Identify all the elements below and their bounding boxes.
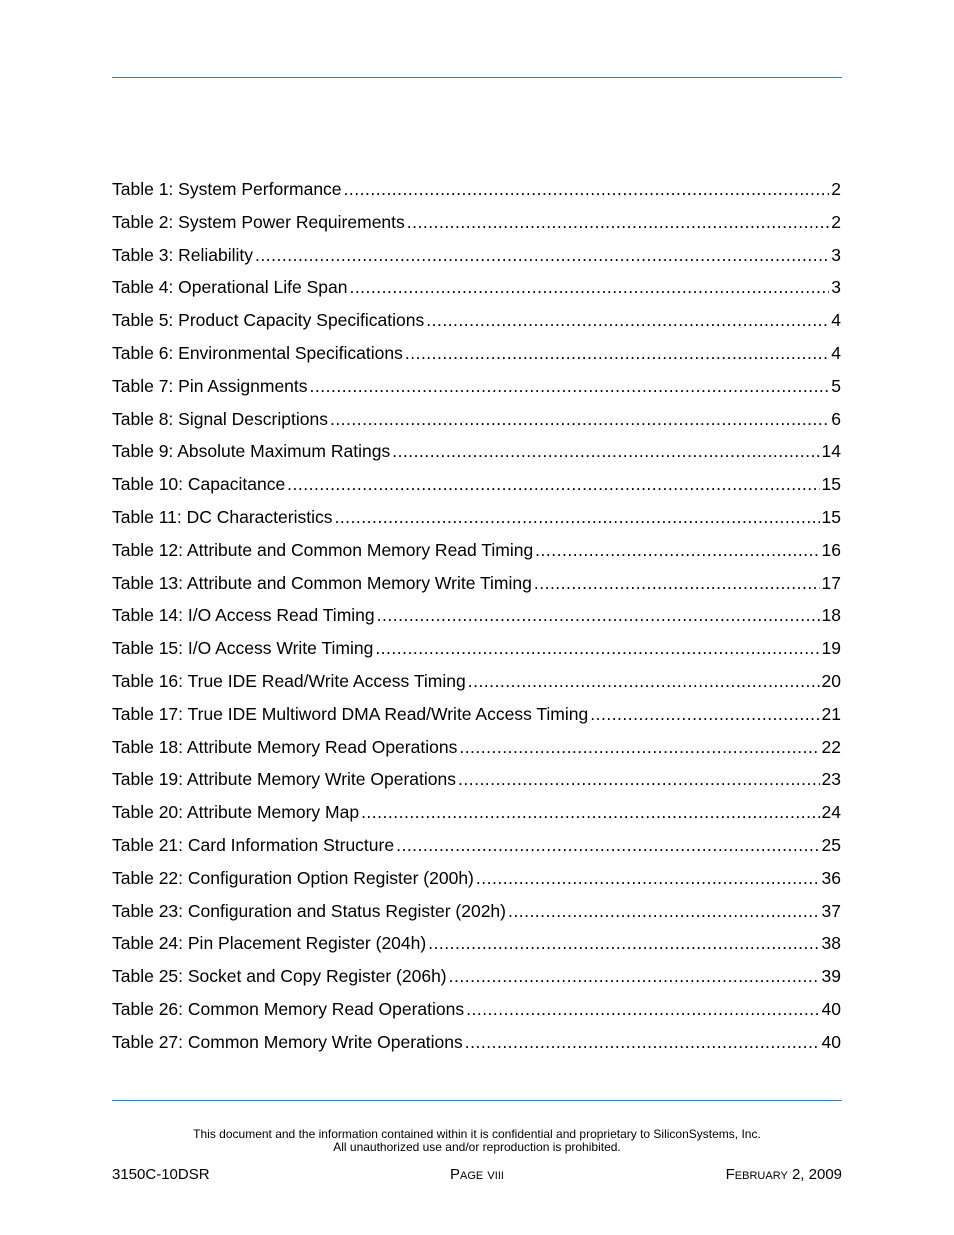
toc-entry-page: 20 xyxy=(821,670,841,691)
toc-entry[interactable] xyxy=(112,765,841,798)
toc-entry[interactable] xyxy=(112,831,841,864)
notice-line-1: This document and the information contained within it is confidential and proprietary to SiliconSystems, Inc. xyxy=(193,1127,761,1141)
toc-entry-title: Table 5: Product Capacity Specifications xyxy=(112,310,425,331)
toc-entry-page: 40 xyxy=(821,998,841,1019)
toc-entry-page: 17 xyxy=(821,572,841,593)
toc-entry[interactable] xyxy=(112,667,841,700)
toc-leader-dots xyxy=(255,241,829,269)
toc-entry-title: Table 16: True IDE Read/Write Access Timing xyxy=(112,670,466,691)
toc-entry[interactable] xyxy=(112,995,841,1028)
toc-entry-page: 4 xyxy=(831,342,841,363)
toc-entry-title: Table 18: Attribute Memory Read Operations xyxy=(112,736,458,757)
toc-entry-title: Table 20: Attribute Memory Map xyxy=(112,802,360,823)
toc-entry[interactable] xyxy=(112,241,841,274)
toc-entry-title: Table 21: Card Information Structure xyxy=(112,834,395,855)
toc-leader-dots xyxy=(476,864,820,892)
toc-leader-dots xyxy=(590,700,819,728)
toc-entry-page: 5 xyxy=(831,375,841,396)
toc-entry[interactable] xyxy=(112,503,841,536)
toc-entry[interactable] xyxy=(112,273,841,306)
toc-entry-page: 2 xyxy=(831,211,841,232)
toc-entry[interactable] xyxy=(112,405,841,438)
toc-leader-dots xyxy=(459,733,819,761)
toc-entry[interactable] xyxy=(112,962,841,995)
toc-entry[interactable] xyxy=(112,569,841,602)
toc-leader-dots xyxy=(405,339,829,367)
header-rule xyxy=(112,77,842,78)
toc-leader-dots xyxy=(535,536,819,564)
toc-leader-dots xyxy=(458,765,820,793)
document-number: 3150C-10DSR xyxy=(112,1166,210,1183)
toc-entry-page: 16 xyxy=(821,539,841,560)
toc-entry-page: 40 xyxy=(821,1031,841,1052)
toc-entry-title: Table 6: Environmental Specifications xyxy=(112,342,403,363)
toc-entry-title: Table 7: Pin Assignments xyxy=(112,375,308,396)
toc-entry-page: 39 xyxy=(821,966,841,987)
toc-entry-title: Table 3: Reliability xyxy=(112,244,254,265)
toc-entry-title: Table 12: Attribute and Common Memory Read Timing xyxy=(112,539,534,560)
toc-entry-page: 3 xyxy=(831,277,841,298)
toc-entry-title: Table 9: Absolute Maximum Ratings xyxy=(112,441,391,462)
toc-entry-title: Table 22: Configuration Option Register (200h) xyxy=(112,867,474,888)
toc-entry-page: 24 xyxy=(821,802,841,823)
toc-entry[interactable] xyxy=(112,208,841,241)
toc-entry[interactable] xyxy=(112,470,841,503)
toc-leader-dots xyxy=(466,995,819,1023)
toc-entry[interactable] xyxy=(112,372,841,405)
toc-entry-page: 18 xyxy=(821,605,841,626)
toc-entry-title: Table 14: I/O Access Read Timing xyxy=(112,605,375,626)
list-of-tables xyxy=(112,175,841,1061)
toc-entry[interactable] xyxy=(112,175,841,208)
toc-leader-dots xyxy=(330,405,829,433)
toc-entry-title: Table 13: Attribute and Common Memory Write Timing xyxy=(112,572,532,593)
toc-leader-dots xyxy=(426,306,829,334)
toc-entry-title: Table 27: Common Memory Write Operations xyxy=(112,1031,463,1052)
page-number: Page viii xyxy=(450,1166,504,1183)
toc-entry[interactable] xyxy=(112,339,841,372)
toc-entry-page: 19 xyxy=(821,638,841,659)
toc-entry-title: Table 2: System Power Requirements xyxy=(112,211,405,232)
toc-leader-dots xyxy=(334,503,819,531)
footer-rule xyxy=(112,1100,842,1101)
toc-leader-dots xyxy=(407,208,829,236)
document-date: February 2, 2009 xyxy=(725,1166,842,1183)
toc-leader-dots xyxy=(310,372,830,400)
toc-entry[interactable] xyxy=(112,437,841,470)
toc-leader-dots xyxy=(287,470,819,498)
toc-entry-title: Table 4: Operational Life Span xyxy=(112,277,348,298)
toc-entry-title: Table 1: System Performance xyxy=(112,179,342,199)
toc-leader-dots xyxy=(377,601,820,629)
toc-entry-title: Table 17: True IDE Multiword DMA Read/Write Access Timing xyxy=(112,703,589,724)
toc-entry-title: Table 26: Common Memory Read Operations xyxy=(112,998,465,1019)
toc-entry-title: Table 11: DC Characteristics xyxy=(112,506,333,527)
toc-entry-title: Table 15: I/O Access Write Timing xyxy=(112,638,374,659)
toc-entry-page: 15 xyxy=(821,474,841,495)
toc-entry[interactable] xyxy=(112,536,841,569)
toc-entry-title: Table 8: Signal Descriptions xyxy=(112,408,328,429)
toc-leader-dots xyxy=(349,273,829,301)
toc-entry-page: 3 xyxy=(831,244,841,265)
toc-entry-page: 22 xyxy=(821,736,841,757)
toc-leader-dots xyxy=(361,798,819,826)
toc-leader-dots xyxy=(534,569,820,597)
notice-line-2: All unauthorized use and/or reproduction is prohibited. xyxy=(333,1139,621,1154)
toc-entry-title: Table 23: Configuration and Status Register (202h) xyxy=(112,900,506,921)
toc-entry[interactable] xyxy=(112,634,841,667)
toc-entry[interactable] xyxy=(112,700,841,733)
toc-leader-dots xyxy=(465,1028,820,1056)
toc-leader-dots xyxy=(344,175,830,203)
toc-entry-page: 2 xyxy=(831,179,841,199)
toc-leader-dots xyxy=(396,831,819,859)
toc-entry-page: 25 xyxy=(821,834,841,855)
toc-entry[interactable] xyxy=(112,601,841,634)
toc-entry-page: 37 xyxy=(821,900,841,921)
toc-entry-page: 4 xyxy=(831,310,841,331)
toc-entry[interactable] xyxy=(112,798,841,831)
toc-entry-page: 23 xyxy=(821,769,841,790)
toc-entry-page: 38 xyxy=(821,933,841,954)
toc-entry-title: Table 25: Socket and Copy Register (206h) xyxy=(112,966,447,987)
toc-leader-dots xyxy=(468,667,820,695)
toc-entry[interactable] xyxy=(112,864,841,897)
toc-entry-page: 21 xyxy=(821,703,841,724)
toc-entry-page: 36 xyxy=(821,867,841,888)
toc-entry-page: 14 xyxy=(821,441,841,462)
toc-entry[interactable] xyxy=(112,733,841,766)
toc-entry-title: Table 10: Capacitance xyxy=(112,474,286,495)
toc-leader-dots xyxy=(508,897,820,925)
toc-leader-dots xyxy=(375,634,819,662)
toc-leader-dots xyxy=(449,962,820,990)
toc-entry-page: 15 xyxy=(821,506,841,527)
toc-entry[interactable] xyxy=(112,929,841,962)
toc-leader-dots xyxy=(428,929,819,957)
toc-entry[interactable] xyxy=(112,1028,841,1061)
toc-entry-title: Table 24: Pin Placement Register (204h) xyxy=(112,933,427,954)
toc-entry[interactable] xyxy=(112,306,841,339)
toc-entry[interactable] xyxy=(112,897,841,930)
toc-leader-dots xyxy=(392,437,819,465)
toc-entry-title: Table 19: Attribute Memory Write Operations xyxy=(112,769,456,790)
toc-entry-page: 6 xyxy=(831,408,841,429)
confidentiality-notice xyxy=(112,1128,842,1153)
